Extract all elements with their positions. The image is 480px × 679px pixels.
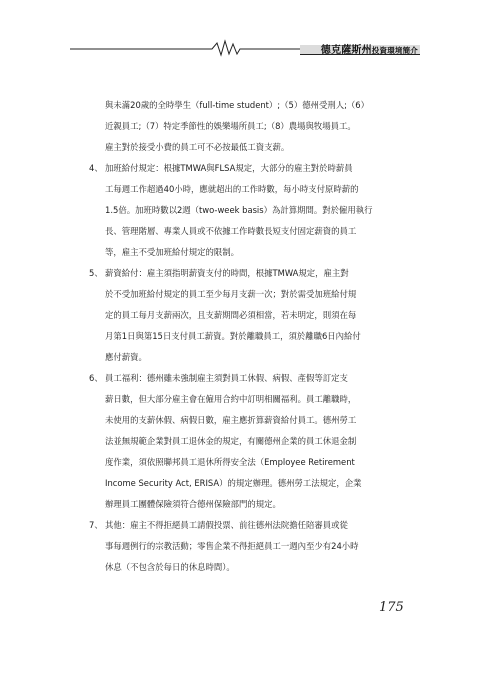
text-line: 薪日數，但大部分雇主會在僱用合約中訂明相關福利。員工離職時， <box>105 394 357 404</box>
text-line: 長、管理階層、專業人員或不依據工作時數長短支付固定薪資的員工 <box>105 226 357 236</box>
text-line: 等，雇主不受加班給付規定的限制。 <box>105 247 239 257</box>
text-line: 加班給付規定：根據TMWA與FLSA規定，大部分的雇主對於時薪員 <box>105 163 353 173</box>
text-line: 休息（不包含於每日的休息時間）。 <box>105 562 235 572</box>
header-title-main: 德克薩斯州 <box>320 45 372 56</box>
list-item-6 <box>89 368 413 515</box>
text-line: 辦理員工團體保險須符合德州保險部門的規定。 <box>105 499 281 509</box>
list-item-5 <box>89 263 413 368</box>
text-line: 事每週例行的宗教活動；零售企業不得拒絕員工一週內至少有24小時 <box>105 541 359 551</box>
page-number: 175 <box>379 600 404 615</box>
text-line: 與未滿20歲的全時學生（full-time student）;（5）德州受刑人;（6） <box>105 100 369 110</box>
text-line: 度作業，須依照聯邦員工退休所得安全法（Employee Retirement <box>105 457 355 467</box>
text-line: 其他：雇主不得拒絕員工請假投票、前往德州法院擔任陪審員或從 <box>105 520 348 530</box>
text-line: 法並無規範企業對員工退休金的規定，有關德州企業的員工休退金制 <box>105 436 357 446</box>
header-title-sub: 投資環境簡介 <box>371 46 418 55</box>
text-line: 未使用的支薪休假、病假日數，雇主應折算薪資給付員工。德州勞工 <box>105 415 357 425</box>
list-item-7 <box>89 515 413 578</box>
text-line: 薪資給付：雇主須指明薪資支付的時間，根據TMWA規定，雇主對 <box>105 268 349 278</box>
text-line: 雇主對於接受小費的員工可不必按最低工資支薪。 <box>105 142 290 152</box>
text-line: 定的員工每月支薪兩次，且支薪期間必須相當，若未明定，則須在每 <box>105 310 357 320</box>
text-line: 工每週工作超過40小時，應就超出的工作時數，每小時支付原時薪的 <box>105 184 359 194</box>
body-text <box>89 95 413 578</box>
item-number: 6、 <box>89 373 103 383</box>
text-line: 近親員工;（7）特定季節性的娛樂場所員工;（8）農場與牧場員工。 <box>105 121 356 131</box>
text-line: 應付薪資。 <box>105 352 147 362</box>
item-number: 7、 <box>89 520 103 530</box>
text-line: Income Security Act, ERISA）的規定辦理。德州勞工法規定，企業 <box>105 478 362 488</box>
item-number: 4、 <box>89 163 103 173</box>
paragraph-continued <box>105 95 413 158</box>
text-line: 月第1日與第15日支付員工薪資。對於離職員工，須於離職6日內給付 <box>105 331 361 341</box>
text-line: 1.5倍。加班時數以2週（two-week basis）為計算期間。對於僱用執行 <box>105 205 373 215</box>
running-header <box>0 36 480 60</box>
text-line: 於不受加班給付規定的員工至少每月支薪一次；對於需受加班給付規 <box>105 289 357 299</box>
text-line: 員工福利：德州雖未強制雇主須對員工休假、病假、產假等訂定支 <box>105 373 348 383</box>
list-item-4 <box>89 158 413 263</box>
item-number: 5、 <box>89 268 103 278</box>
header-title <box>321 41 418 56</box>
